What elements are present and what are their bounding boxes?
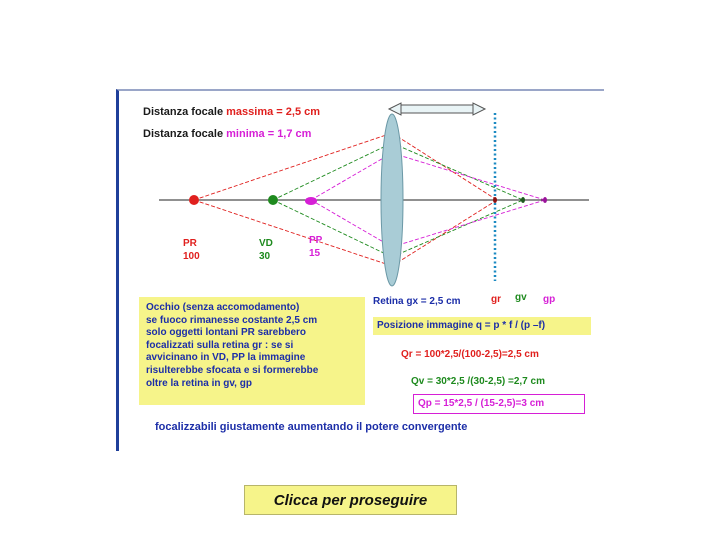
- image-gv-dot: [521, 197, 525, 203]
- image-gp-dot: [543, 197, 547, 203]
- note-line: risulterebbe sfocata e si formerebbe: [146, 364, 319, 376]
- point-pr-label: PR 100: [183, 238, 200, 262]
- min-focal-label: Distanza focale minima = 1,7 cm: [143, 128, 312, 140]
- point-pp-label: PP 15: [309, 235, 323, 259]
- max-focal-label: Distanza focale massima = 2,5 cm: [143, 106, 321, 118]
- image-gp-label: gp: [543, 294, 556, 305]
- qp-formula: Qp = 15*2,5 / (15-2,5)=3 cm: [413, 394, 585, 414]
- double-arrow-icon: [389, 103, 485, 115]
- explanation-note: [139, 297, 365, 405]
- point-vd-label: VD 30: [259, 238, 273, 262]
- point-vd-dot: [268, 195, 278, 205]
- continue-button[interactable]: Clicca per proseguire: [244, 485, 457, 515]
- note-line: solo oggetti lontani PR sarebbero: [146, 327, 307, 339]
- image-gv-label: gv: [515, 292, 527, 303]
- formula-box: Posizione immagine q = p * f / (p –f): [373, 317, 591, 335]
- image-gr-dot: [493, 197, 497, 203]
- note-line: se fuoco rimanesse costante 2,5 cm: [146, 314, 318, 326]
- image-gr-label: gr: [491, 294, 501, 305]
- retina-label: Retina gx = 2,5 cm: [373, 296, 461, 307]
- point-pp-dot: [305, 197, 317, 205]
- note-line: focalizzati sulla retina gr : se si: [146, 339, 294, 351]
- point-pr-dot: [189, 195, 199, 205]
- note-line: avvicinano in VD, PP la immagine: [146, 352, 306, 364]
- qr-formula: Qr = 100*2,5/(100-2,5)=2,5 cm: [401, 349, 539, 360]
- lens-diagram: [116, 89, 604, 451]
- note-line: oltre la retina in gv, gp: [146, 377, 252, 389]
- converging-lens: [381, 114, 403, 286]
- qv-formula: Qv = 30*2,5 /(30-2,5) =2,7 cm: [411, 376, 545, 387]
- footer-text: focalizzabili giustamente aumentando il potere convergente: [155, 421, 468, 433]
- note-line: Occhio (senza accomodamento): [146, 302, 300, 313]
